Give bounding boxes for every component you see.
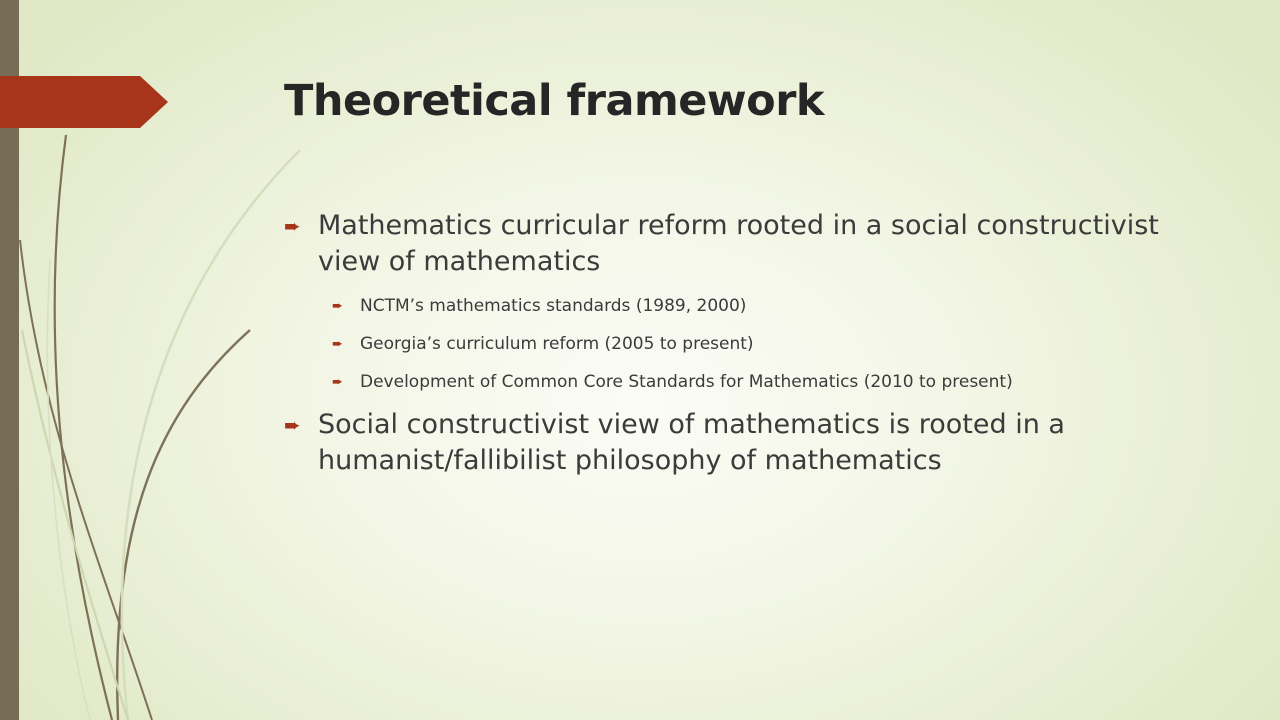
- right-arrow-bullet-icon: ➨: [284, 413, 301, 437]
- bullet-text: Mathematics curricular reform rooted in a social constructivist view of mathematics: [318, 210, 1159, 277]
- right-arrow-bullet-icon: ➨: [332, 299, 343, 314]
- sub-bullet-item: [332, 369, 1162, 396]
- bullet-item: [284, 208, 1164, 280]
- right-arrow-bullet-icon: ➨: [332, 375, 343, 390]
- sub-bullet-text: Georgia’s curriculum reform (2005 to present): [360, 334, 754, 354]
- slide-title: Theoretical framework: [284, 76, 824, 126]
- sub-bullet-text: Development of Common Core Standards for Mathematics (2010 to present): [360, 372, 1013, 392]
- bullet-item: [284, 407, 1164, 479]
- right-arrow-bullet-icon: ➨: [284, 214, 301, 238]
- sub-bullet-item: [332, 331, 1162, 358]
- bullet-text: Social constructivist view of mathematics is rooted in a humanist/fallibilist philosophy of mathematics: [318, 409, 1065, 476]
- sub-bullet-item: [332, 293, 1162, 320]
- title-arrow-tab: [0, 76, 168, 128]
- sub-bullet-text: NCTM’s mathematics standards (1989, 2000): [360, 296, 747, 316]
- right-arrow-bullet-icon: ➨: [332, 337, 343, 352]
- bullet-list: [284, 208, 1184, 479]
